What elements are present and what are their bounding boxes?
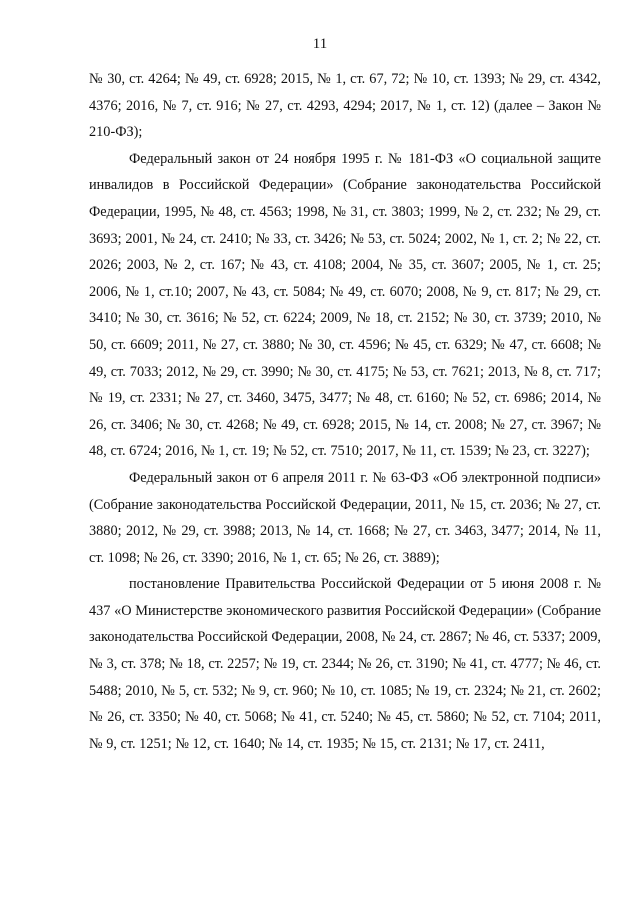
page-number: 11: [312, 36, 328, 52]
paragraph-law-181-fz: Федеральный закон от 24 ноября 1995 г. № 181-ФЗ «О социальной защите инвалидов в Российской Федерации» (Собрание законодательства Российской Федерации, 1995, № 48, ст. 4563; 1998, № 31, ст. 3803; 1999, № 2, ст. 232; № 29, ст. 3693; 2001, № 24, ст. 2410; № 33, ст. 3426; № 53, ст. 5024; 2002, № 1, ст. 2; № 22, ст. 2026; 2003, № 2, ст. 167; № 43, ст. 4108; 2004, № 35, ст. 3607; 2005, № 1, ст. 25; 2006, № 1, ст.10; 2007, № 43, ст. 5084; № 49, ст. 6070; 2008, № 9, ст. 817; № 29, ст. 3410; № 30, ст. 3616; № 52, ст. 6224; 2009, № 18, ст. 2152; № 30, ст. 3739; 2010, № 50, ст. 6609; 2011, № 27, ст. 3880; № 30, ст. 4596; № 45, ст. 6329; № 47, ст. 6608; № 49, ст. 7033; 2012, № 29, ст. 3990; № 30, ст. 4175; № 53, ст. 7621; 2013, № 8, ст. 717; № 19, ст. 2331; № 27, ст. 3460, 3475, 3477; № 48, ст. 6160; № 52, ст. 6986; 2014, № 26, ст. 3406; № 30, ст. 4268; № 49, ст. 6928; 2015, № 14, ст. 2008; № 27, ст. 3967; № 48, ст. 6724; 2016, № 1, ст. 19; № 52, ст. 7510; 2017, № 11, ст. 1539; № 23, ст. 3227);: [89, 150, 601, 460]
paragraph-law-63-fz: Федеральный закон от 6 апреля 2011 г. № 63-ФЗ «Об электронной подписи» (Собрание законодательства Российской Федерации, 2011, № 15, ст. 2036; № 27, ст. 3880; 2012, № 29, ст. 3988; 2013, № 14, ст. 1668; № 27, ст. 3463, 3477; 2014, № 11, ст. 1098; № 26, ст. 3390; 2016, № 1, ст. 65; № 26, ст. 3889);: [89, 469, 601, 566]
paragraph-law-210-fz-continuation: № 30, ст. 4264; № 49, ст. 6928; 2015, № 1, ст. 67, 72; № 10, ст. 1393; № 29, ст. 4342, 4376; 2016, № 7, ст. 916; № 27, ст. 4293, 4294; 2017, № 1, ст. 12) (далее – Закон № 210-ФЗ);: [89, 71, 601, 141]
paragraph-resolution-437: постановление Правительства Российской Федерации от 5 июня 2008 г. № 437 «О Министерстве экономического развития Российской Федерации» (Собрание законодательства Российской Федерации, 2008, № 24, ст. 2867; № 46, ст. 5337; 2009, № 3, ст. 378; № 18, ст. 2257; № 19, ст. 2344; № 26, ст. 3190; № 41, ст. 4777; № 46, ст. 5488; 2010, № 5, ст. 532; № 9, ст. 960; № 10, ст. 1085; № 19, ст. 2324; № 21, ст. 2602; № 26, ст. 3350; № 40, ст. 5068; № 41, ст. 5240; № 45, ст. 5860; № 52, ст. 7104; 2011, № 9, ст. 1251; № 12, ст. 1640; № 14, ст. 1935; № 15, ст. 2131; № 17, ст. 2411,: [89, 576, 601, 752]
body-text: [89, 66, 601, 757]
